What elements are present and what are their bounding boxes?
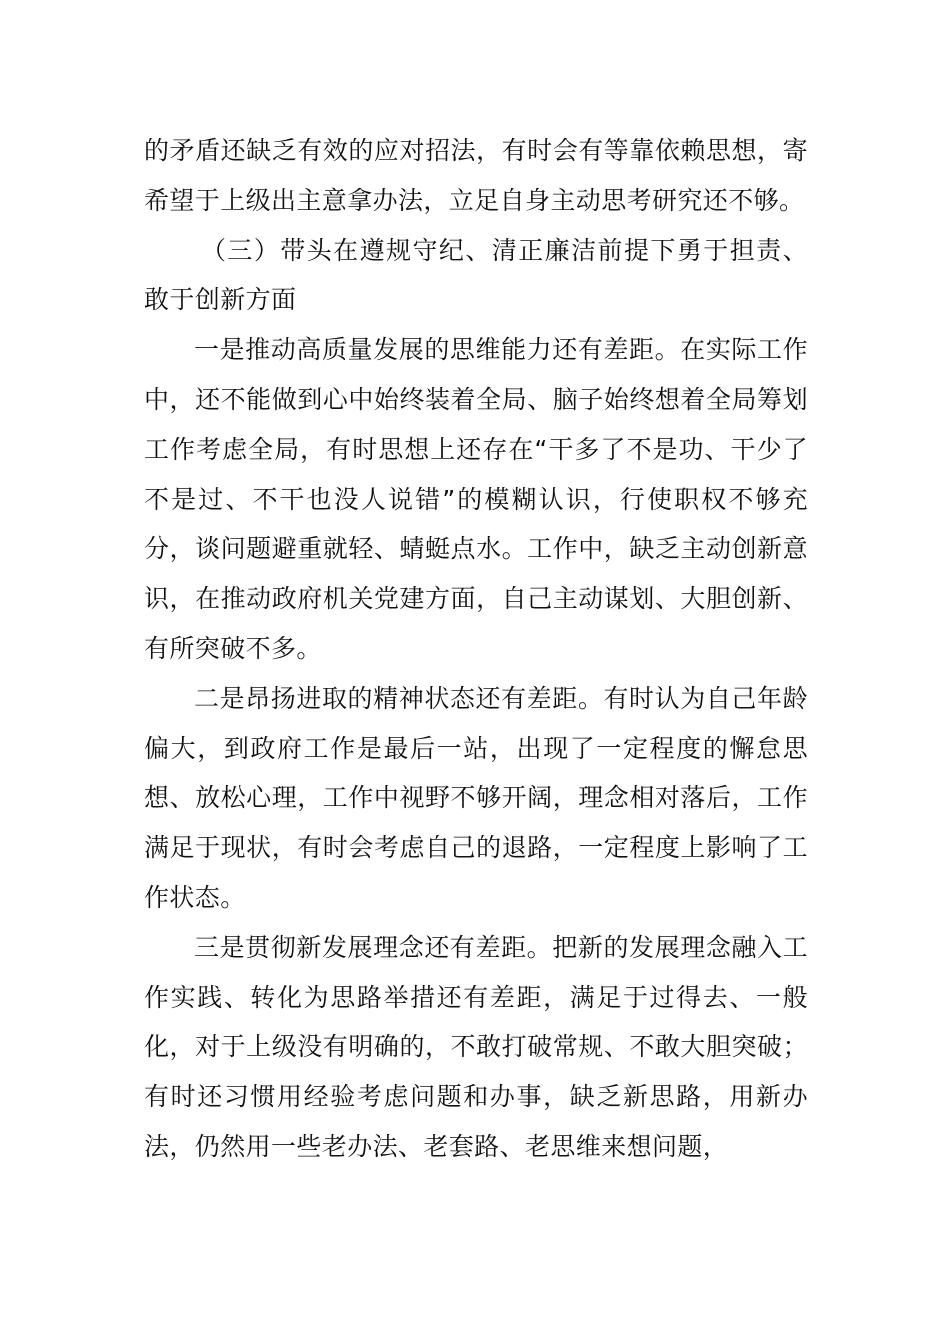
paragraph-point-two: 二是昂扬进取的精神状态还有差距。有时认为自己年龄偏大，到政府工作是最后一站，出现了一定程度的懈怠思想、放松心理，工作中视野不够开阔，理念相对落后，工作满足于现状，有时会考虑自己的退路，一定程度上影响了工作状态。 (144, 683, 808, 912)
paragraph-continuation: 的矛盾还缺乏有效的应对招法，有时会有等靠依赖思想，寄希望于上级出主意拿办法，立足自身主动思考研究还不够。 (144, 136, 808, 215)
paragraph-point-one: 一是推动高质量发展的思维能力还有差距。在实际工作中，还不能做到心中始终装着全局、脑子始终想着全局筹划工作考虑全局，有时思想上还存在“干多了不是功、干少了不是过、不干也没人说错”的模糊认识，行使职权不够充分，谈问题避重就轻、蜻蜓点水。工作中，缺乏主动创新意识，在推动政府机关党建方面，自己主动谋划、大胆创新、有所突破不多。 (144, 335, 808, 663)
section-heading: （三）带头在遵规守纪、清正廉洁前提下勇于担责、敢于创新方面 (144, 235, 808, 315)
document-body (144, 126, 808, 1172)
paragraph-point-three: 三是贯彻新发展理念还有差距。把新的发展理念融入工作实践、转化为思路举措还有差距，满足于过得去、一般化，对于上级没有明确的，不敢打破常规、不敢大胆突破；有时还习惯用经验考虑问题和办事，缺乏新思路，用新办法，仍然用一些老办法、老套路、老思维来想问题， (144, 932, 808, 1161)
